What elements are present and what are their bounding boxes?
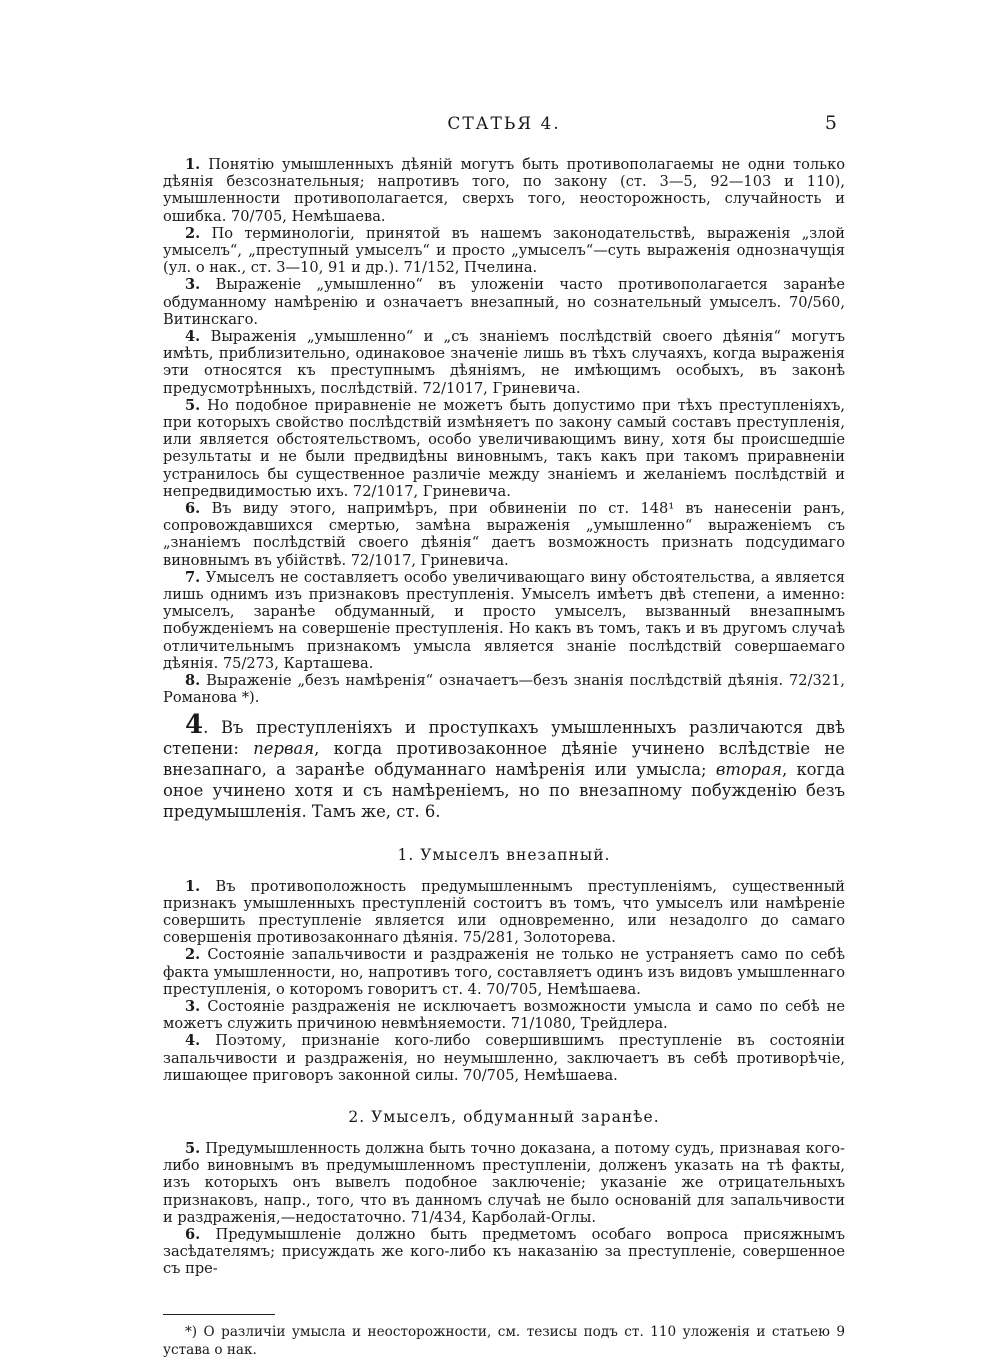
page [163, 108, 845, 1359]
notes-block-b [163, 878, 845, 1084]
note-paragraph: 1. Понятію умышленныхъ дѣяній могутъ быть противополагаемы не одни только дѣянія безсознательныя; напротивъ того, по закону (ст. 3—5, 92—103 и 110), умышленности противополагается, сверхъ того, неосторожность, случайность и ошибка. 70/705, Немѣшаева. [163, 156, 846, 225]
note-paragraph: 2. Состояніе запальчивости и раздраженія не только не устраняетъ само по себѣ факта умышленности, но, напротивъ того, составляетъ одинъ изъ видовъ умышленнаго преступленія, о которомъ говоритъ ст. 4. 70/705, Немѣшаева. [163, 946, 845, 998]
note-paragraph: 6. Въ виду этого, напримѣръ, при обвиненіи по ст. 148¹ въ нанесеніи ранъ, сопровождавшихся смертью, замѣна выраженія „умышленно“ выраженіемъ съ „знаніемъ послѣдствій своего дѣянія“ даетъ возможность признать подсудимаго виновнымъ въ убійствѣ. 72/1017, Гриневича. [163, 500, 845, 569]
footnote-divider [163, 1314, 275, 1315]
footnote: *) О различіи умысла и неосторожности, см. тезисы подъ ст. 110 уложенія и статьею 9 устава о нак. [163, 1323, 845, 1358]
page-number: 5 [824, 112, 837, 134]
note-paragraph: 6. Предумышленіе должно быть предметомъ особаго вопроса присяжнымъ засѣдателямъ; присуждать же кого-либо къ наказанію за преступленіе, совершенное съ пре- [163, 1225, 846, 1278]
note-paragraph: 7. Умыселъ не составляетъ особо увеличивающаго вину обстоятельства, а является лишь однимъ изъ признаковъ преступленія. Умыселъ имѣетъ двѣ степени, а именно: умыселъ, заранѣе обдуманный, и просто умыселъ, вызванный внезапнымъ побужденіемъ на совершеніе преступленія. Но какъ въ томъ, такъ и въ другомъ случаѣ отличительнымъ признакомъ умысла является знаніе послѣдствій совершаемаго дѣянія. 75/273, Карташева. [163, 568, 846, 672]
article-text: 4. Въ преступленіяхъ и проступкахъ умышленныхъ различаются двѣ степени: первая, когда противозаконное дѣяніе учинено вслѣдствіе не внезапнаго, а заранѣе обдуманнаго намѣренія или умысла; вторая, когда оное учинено хотя и съ намѣреніемъ, но по внезапному побужденію безъ предумышленія. Тамъ же, ст. 6. [163, 709, 846, 821]
note-paragraph: 3. Состояніе раздраженія не исключаетъ возможности умысла и само по себѣ не можетъ служить причиною невмѣняемости. 71/1080, Трейдлера. [163, 997, 846, 1033]
section-heading: 2. Умыселъ, обдуманный заранѣе. [348, 1107, 660, 1126]
note-paragraph: 2. По терминологіи, принятой въ нашемъ законодательствѣ, выраженія „злой умыселъ“, „преступный умыселъ“ и просто „умыселъ“—суть выраженія однозначущія (ул. о нак., ст. 3—10, 91 и др.). 71/152, Пчелина. [163, 224, 845, 277]
article-number: 4 [185, 709, 204, 740]
note-paragraph: 8. Выраженіе „безъ намѣренія“ означаетъ—безъ знанія послѣдствій дѣянія. 72/321, Романова *). [163, 672, 846, 707]
notes-block-a [163, 156, 845, 707]
page-header [163, 108, 845, 138]
note-paragraph: 5. Но подобное приравненіе не можетъ быть допустимо при тѣхъ преступленіяхъ, при которыхъ свойство послѣдствій измѣняетъ по закону самый составъ преступленія, или является обстоятельствомъ, особо увеличивающимъ вину, хотя бы происшедшіе результаты и не были предвидѣны виновнымъ, такъ какъ при такомъ приравненіи устранилось бы существенное различіе между знаніемъ и желаніемъ послѣдствій и непредвидимостью ихъ. 72/1017, Гриневича. [163, 396, 845, 500]
note-paragraph: 1. Въ противоположность предумышленнымъ преступленіямъ, существенный признакъ умышленныхъ преступленій состоитъ въ томъ, что умыселъ или намѣреніе совершить преступленіе является или одновременно, или незадолго до самаго совершенія противозаконнаго дѣянія. 75/281, Золоторева. [163, 877, 845, 947]
section-heading: 1. Умыселъ внезапный. [397, 845, 611, 864]
note-paragraph: 3. Выраженіе „умышленно“ въ уложеніи часто противополагается заранѣе обдуманному намѣренію и означаетъ внезапный, но сознательный умыселъ. 70/560, Витинскаго. [163, 276, 845, 328]
note-paragraph: 4. Поэтому, признаніе кого-либо совершившимъ преступленіе въ состояніи запальчивости и раздраженія, но неумышленно, заключаетъ въ себѣ противорѣчіе, лишающее приговоръ законной силы. 70/705, Немѣшаева. [163, 1032, 845, 1084]
note-paragraph: 4. Выраженія „умышленно“ и „съ знаніемъ послѣдствій своего дѣянія“ могутъ имѣть, приблизительно, одинаковое значеніе лишь въ тѣхъ случаяхъ, когда выраженія эти относятся къ преступнымъ дѣяніямъ, не имѣющимъ особыхъ, въ законѣ предусмотрѣнныхъ, послѣдствій. 72/1017, Гриневича. [163, 328, 846, 397]
notes-block-c [163, 1140, 845, 1278]
note-paragraph: 5. Предумышленность должна быть точно доказана, а потому судъ, признавая кого-либо виновнымъ въ предумышленномъ преступленіи, долженъ указать на тѣ факты, изъ которыхъ онъ вывелъ подобное заключеніе; указаніе же отрицательныхъ признаковъ, напр., того, что въ данномъ случаѣ не было основаній для запальчивости и раздраженія,—недостаточно. 71/434, Карболай-Оглы. [163, 1139, 845, 1226]
running-title: СТАТЬЯ 4. [447, 114, 561, 134]
